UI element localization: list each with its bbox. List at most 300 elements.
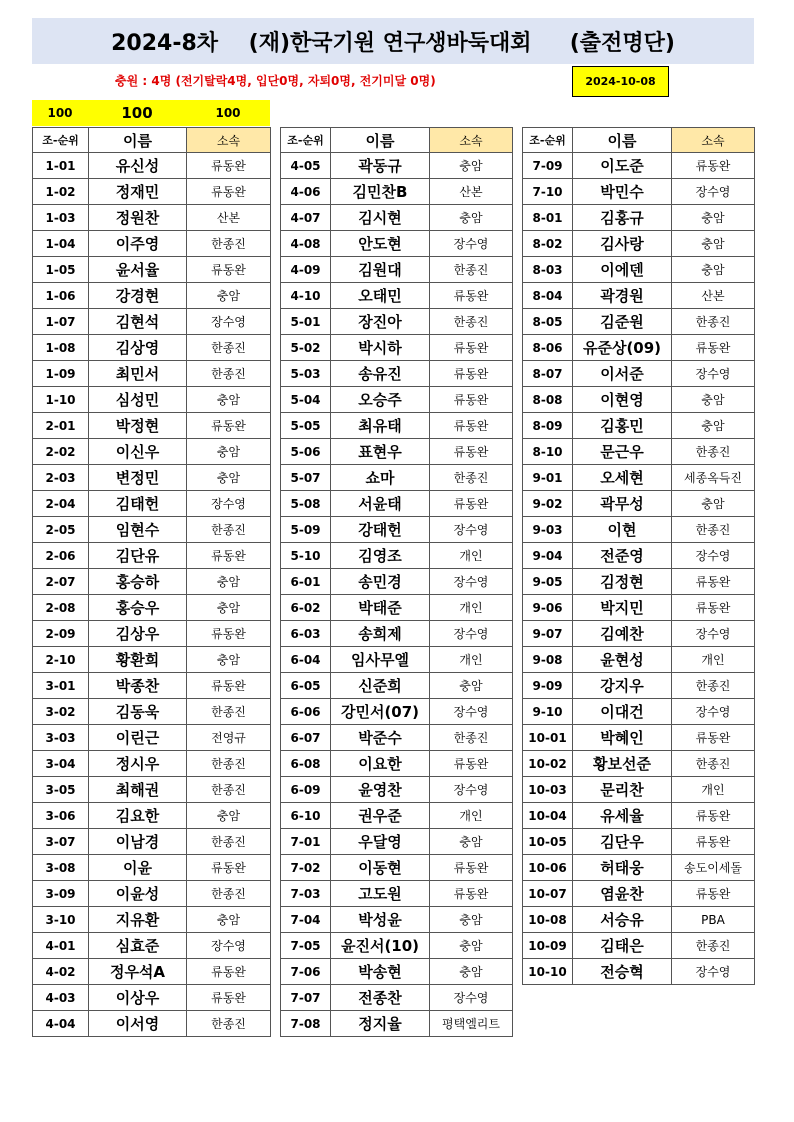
entry-code: 3-03 <box>33 725 89 751</box>
entry-affiliation: 산본 <box>672 283 755 309</box>
entry-name: 정재민 <box>89 179 187 205</box>
entry-name: 이요한 <box>331 751 430 777</box>
entry-name: 이윤성 <box>89 881 187 907</box>
table-row <box>281 231 513 257</box>
entry-affiliation: 류동완 <box>672 595 755 621</box>
entry-affiliation: 장수영 <box>187 309 271 335</box>
entry-name: 문리찬 <box>573 777 672 803</box>
entry-affiliation: 류동완 <box>672 881 755 907</box>
table-row <box>523 881 755 907</box>
header-code: 조-순위 <box>33 128 89 153</box>
entry-name: 김홍민 <box>573 413 672 439</box>
entry-name: 이주영 <box>89 231 187 257</box>
entry-name: 윤서율 <box>89 257 187 283</box>
table-header-row <box>281 128 513 153</box>
entry-name: 이서준 <box>573 361 672 387</box>
entry-affiliation: 류동완 <box>187 179 271 205</box>
table-row <box>33 569 271 595</box>
entry-name: 심성민 <box>89 387 187 413</box>
entry-code: 2-06 <box>33 543 89 569</box>
entry-code: 6-08 <box>281 751 331 777</box>
entry-code: 1-06 <box>33 283 89 309</box>
entry-affiliation: 충암 <box>187 907 271 933</box>
date-badge <box>572 66 669 97</box>
entry-code: 9-02 <box>523 491 573 517</box>
table-row <box>33 699 271 725</box>
entry-name: 박시하 <box>331 335 430 361</box>
entry-name: 김동욱 <box>89 699 187 725</box>
table-row <box>523 803 755 829</box>
entry-affiliation: 한종진 <box>187 1011 271 1037</box>
entry-code: 3-01 <box>33 673 89 699</box>
entry-code: 3-06 <box>33 803 89 829</box>
entry-affiliation: 충암 <box>430 933 513 959</box>
table-header-row <box>523 128 755 153</box>
entry-code: 8-06 <box>523 335 573 361</box>
entry-affiliation: 충암 <box>672 413 755 439</box>
entry-name: 이신우 <box>89 439 187 465</box>
entry-name: 안도현 <box>331 231 430 257</box>
entry-affiliation: 개인 <box>430 803 513 829</box>
entry-code: 10-05 <box>523 829 573 855</box>
entry-name: 김홍규 <box>573 205 672 231</box>
table-row <box>523 595 755 621</box>
entry-affiliation: 류동완 <box>430 361 513 387</box>
table-row <box>281 439 513 465</box>
entry-code: 4-04 <box>33 1011 89 1037</box>
entry-affiliation: 송도이세돌 <box>672 855 755 881</box>
entry-affiliation: 류동완 <box>430 855 513 881</box>
entry-code: 8-09 <box>523 413 573 439</box>
entry-code: 4-07 <box>281 205 331 231</box>
table-row <box>281 751 513 777</box>
entry-name: 염윤찬 <box>573 881 672 907</box>
entry-code: 9-06 <box>523 595 573 621</box>
entry-affiliation: 류동완 <box>430 751 513 777</box>
entry-code: 7-02 <box>281 855 331 881</box>
table-row <box>523 569 755 595</box>
table-row <box>33 491 271 517</box>
entry-name: 신준희 <box>331 673 430 699</box>
entry-affiliation: 류동완 <box>187 153 271 179</box>
entry-name: 강민서(07) <box>331 699 430 725</box>
entry-affiliation: 충암 <box>187 595 271 621</box>
entry-name: 김원대 <box>331 257 430 283</box>
entry-name: 이윤 <box>89 855 187 881</box>
table-row <box>33 283 271 309</box>
entry-code: 2-05 <box>33 517 89 543</box>
entry-affiliation: 한종진 <box>430 725 513 751</box>
table-row <box>33 153 271 179</box>
table-row <box>33 647 271 673</box>
header-affiliation: 소속 <box>187 128 271 153</box>
entry-code: 10-07 <box>523 881 573 907</box>
entry-name: 황환희 <box>89 647 187 673</box>
entry-affiliation: 류동완 <box>672 153 755 179</box>
entry-affiliation: 한종진 <box>430 465 513 491</box>
entry-code: 7-01 <box>281 829 331 855</box>
entry-affiliation: 충암 <box>430 205 513 231</box>
entry-affiliation: 장수영 <box>187 933 271 959</box>
entry-affiliation: 한종진 <box>430 309 513 335</box>
entry-affiliation: 개인 <box>430 543 513 569</box>
table-row <box>523 751 755 777</box>
entry-name: 곽경원 <box>573 283 672 309</box>
table-row <box>523 335 755 361</box>
entry-name: 정원찬 <box>89 205 187 231</box>
table-row <box>281 829 513 855</box>
header-code: 조-순위 <box>281 128 331 153</box>
entry-affiliation: 충암 <box>187 387 271 413</box>
table-row <box>523 283 755 309</box>
table-row <box>523 387 755 413</box>
entry-name: 박지민 <box>573 595 672 621</box>
table-row <box>281 621 513 647</box>
entry-affiliation: 장수영 <box>672 959 755 985</box>
header-name: 이름 <box>89 128 187 153</box>
entry-affiliation: 장수영 <box>672 621 755 647</box>
entry-name: 김단유 <box>89 543 187 569</box>
entry-code: 3-02 <box>33 699 89 725</box>
table-row <box>523 699 755 725</box>
table-row <box>523 777 755 803</box>
entry-affiliation: 충암 <box>187 803 271 829</box>
entry-code: 4-02 <box>33 959 89 985</box>
entry-code: 6-02 <box>281 595 331 621</box>
entry-code: 5-07 <box>281 465 331 491</box>
entry-affiliation: 한종진 <box>187 335 271 361</box>
entry-affiliation: 충암 <box>187 283 271 309</box>
table-header-row <box>33 128 271 153</box>
table-row <box>281 179 513 205</box>
table-row <box>281 309 513 335</box>
entry-code: 8-08 <box>523 387 573 413</box>
entry-name: 지유환 <box>89 907 187 933</box>
entry-affiliation: 전영규 <box>187 725 271 751</box>
entry-affiliation: 충암 <box>187 647 271 673</box>
entry-affiliation: 개인 <box>672 777 755 803</box>
entry-name: 김상우 <box>89 621 187 647</box>
entry-code: 1-01 <box>33 153 89 179</box>
entry-affiliation: 장수영 <box>672 699 755 725</box>
entry-affiliation: 평택엘리트 <box>430 1011 513 1037</box>
entry-code: 2-02 <box>33 439 89 465</box>
entry-code: 5-10 <box>281 543 331 569</box>
entry-code: 7-07 <box>281 985 331 1011</box>
entry-code: 5-03 <box>281 361 331 387</box>
entry-affiliation: 한종진 <box>672 933 755 959</box>
entry-name: 박송현 <box>331 959 430 985</box>
table-row <box>523 647 755 673</box>
entry-affiliation: 한종진 <box>187 777 271 803</box>
table-row <box>281 777 513 803</box>
entry-affiliation: 충암 <box>430 907 513 933</box>
entry-name: 강태헌 <box>331 517 430 543</box>
table-row <box>523 465 755 491</box>
roster-table-3 <box>522 127 755 985</box>
entry-affiliation: 충암 <box>187 439 271 465</box>
table-row <box>281 673 513 699</box>
table-row <box>33 933 271 959</box>
entry-code: 2-09 <box>33 621 89 647</box>
entry-name: 황보선준 <box>573 751 672 777</box>
entry-code: 9-10 <box>523 699 573 725</box>
table-row <box>523 153 755 179</box>
table-row <box>33 1011 271 1037</box>
title-bar <box>32 18 754 64</box>
entry-affiliation: 충암 <box>672 205 755 231</box>
entry-affiliation: 장수영 <box>430 517 513 543</box>
table-row <box>33 673 271 699</box>
entry-name: 유준상(09) <box>573 335 672 361</box>
table-row <box>281 335 513 361</box>
table-row <box>281 361 513 387</box>
table-row <box>281 647 513 673</box>
entry-name: 김단우 <box>573 829 672 855</box>
entry-code: 10-10 <box>523 959 573 985</box>
entry-name: 박정현 <box>89 413 187 439</box>
entry-code: 1-05 <box>33 257 89 283</box>
entry-code: 4-05 <box>281 153 331 179</box>
table-row <box>523 179 755 205</box>
entry-affiliation: 충암 <box>430 959 513 985</box>
entry-code: 6-06 <box>281 699 331 725</box>
entry-name: 이현 <box>573 517 672 543</box>
entry-name: 강경현 <box>89 283 187 309</box>
entry-name: 우달영 <box>331 829 430 855</box>
entry-code: 2-03 <box>33 465 89 491</box>
entry-code: 10-03 <box>523 777 573 803</box>
table-row <box>281 465 513 491</box>
entry-code: 6-10 <box>281 803 331 829</box>
entry-name: 고도원 <box>331 881 430 907</box>
entry-code: 9-03 <box>523 517 573 543</box>
table-row <box>33 257 271 283</box>
entry-affiliation: 장수영 <box>672 179 755 205</box>
table-row <box>281 881 513 907</box>
entry-affiliation: 류동완 <box>187 413 271 439</box>
entry-affiliation: 류동완 <box>187 543 271 569</box>
entry-code: 7-05 <box>281 933 331 959</box>
entry-code: 1-09 <box>33 361 89 387</box>
table-row <box>523 361 755 387</box>
entry-affiliation: 장수영 <box>430 621 513 647</box>
table-row <box>281 205 513 231</box>
entry-affiliation: 개인 <box>430 595 513 621</box>
table-row <box>33 725 271 751</box>
table-row <box>523 855 755 881</box>
header-code: 조-순위 <box>523 128 573 153</box>
entry-affiliation: 류동완 <box>430 283 513 309</box>
entry-name: 이대건 <box>573 699 672 725</box>
date-text: 2024-10-08 <box>585 75 656 88</box>
entry-name: 윤진서(10) <box>331 933 430 959</box>
entry-code: 1-08 <box>33 335 89 361</box>
entry-code: 7-09 <box>523 153 573 179</box>
entry-name: 장진아 <box>331 309 430 335</box>
table-row <box>33 881 271 907</box>
entry-affiliation: 류동완 <box>430 439 513 465</box>
entry-code: 5-08 <box>281 491 331 517</box>
entry-code: 7-10 <box>523 179 573 205</box>
entry-name: 김태은 <box>573 933 672 959</box>
entry-affiliation: 충암 <box>430 153 513 179</box>
entry-name: 허태웅 <box>573 855 672 881</box>
table-row <box>523 439 755 465</box>
entry-affiliation: PBA <box>672 907 755 933</box>
entry-code: 8-04 <box>523 283 573 309</box>
entry-affiliation: 류동완 <box>187 959 271 985</box>
entry-code: 8-10 <box>523 439 573 465</box>
table-row <box>33 231 271 257</box>
table-row <box>33 517 271 543</box>
table-row <box>523 673 755 699</box>
entry-name: 이현영 <box>573 387 672 413</box>
table-row <box>523 933 755 959</box>
entry-code: 5-09 <box>281 517 331 543</box>
entry-name: 김영조 <box>331 543 430 569</box>
entry-affiliation: 장수영 <box>430 569 513 595</box>
entry-name: 이동현 <box>331 855 430 881</box>
table-row <box>281 569 513 595</box>
entry-code: 10-04 <box>523 803 573 829</box>
table-row <box>523 725 755 751</box>
entry-affiliation: 장수영 <box>430 985 513 1011</box>
entry-affiliation: 장수영 <box>430 231 513 257</box>
entry-affiliation: 류동완 <box>430 335 513 361</box>
entry-code: 3-09 <box>33 881 89 907</box>
entry-code: 8-01 <box>523 205 573 231</box>
entry-name: 문근우 <box>573 439 672 465</box>
table-row <box>523 257 755 283</box>
table-row <box>33 855 271 881</box>
entry-affiliation: 류동완 <box>187 673 271 699</box>
entry-name: 전종찬 <box>331 985 430 1011</box>
table-row <box>33 361 271 387</box>
entry-code: 5-05 <box>281 413 331 439</box>
entry-code: 4-06 <box>281 179 331 205</box>
entry-code: 6-07 <box>281 725 331 751</box>
entry-affiliation: 한종진 <box>187 881 271 907</box>
entry-name: 이도준 <box>573 153 672 179</box>
entry-name: 송유진 <box>331 361 430 387</box>
score-row <box>32 100 270 126</box>
entry-affiliation: 한종진 <box>672 673 755 699</box>
entry-affiliation: 류동완 <box>672 829 755 855</box>
entry-affiliation: 류동완 <box>187 621 271 647</box>
table-row <box>281 153 513 179</box>
table-row <box>281 595 513 621</box>
entry-code: 7-06 <box>281 959 331 985</box>
table-row <box>281 855 513 881</box>
entry-name: 강지우 <box>573 673 672 699</box>
table-row <box>523 829 755 855</box>
entry-name: 김사랑 <box>573 231 672 257</box>
entry-code: 7-08 <box>281 1011 331 1037</box>
table-row <box>523 517 755 543</box>
entry-name: 유세율 <box>573 803 672 829</box>
entry-name: 김민찬B <box>331 179 430 205</box>
entry-code: 3-10 <box>33 907 89 933</box>
table-row <box>523 959 755 985</box>
entry-name: 김정현 <box>573 569 672 595</box>
entry-code: 9-07 <box>523 621 573 647</box>
table-row <box>33 205 271 231</box>
table-row <box>281 959 513 985</box>
entry-name: 김요한 <box>89 803 187 829</box>
page-title: 2024-8차 (재)한국기원 연구생바둑대회 (출전명단) <box>111 30 675 56</box>
entry-affiliation: 한종진 <box>672 309 755 335</box>
entry-name: 쇼마 <box>331 465 430 491</box>
entry-affiliation: 류동완 <box>187 855 271 881</box>
entry-code: 2-10 <box>33 647 89 673</box>
entry-affiliation: 류동완 <box>187 985 271 1011</box>
entry-name: 송희제 <box>331 621 430 647</box>
entry-affiliation: 충암 <box>672 231 755 257</box>
header-name: 이름 <box>573 128 672 153</box>
entry-code: 10-08 <box>523 907 573 933</box>
table-row <box>523 309 755 335</box>
table-row <box>281 491 513 517</box>
entry-affiliation: 류동완 <box>672 569 755 595</box>
entry-affiliation: 류동완 <box>672 335 755 361</box>
entry-name: 윤영찬 <box>331 777 430 803</box>
entry-code: 1-10 <box>33 387 89 413</box>
table-row <box>523 543 755 569</box>
entry-affiliation: 한종진 <box>187 361 271 387</box>
entry-affiliation: 류동완 <box>672 803 755 829</box>
entry-name: 박종찬 <box>89 673 187 699</box>
entry-code: 8-03 <box>523 257 573 283</box>
entry-name: 이에덴 <box>573 257 672 283</box>
table-row <box>523 231 755 257</box>
table-row <box>281 387 513 413</box>
table-row <box>523 907 755 933</box>
table-row <box>523 491 755 517</box>
table-row <box>33 387 271 413</box>
entry-affiliation: 장수영 <box>672 543 755 569</box>
entry-code: 10-06 <box>523 855 573 881</box>
entry-affiliation: 류동완 <box>672 725 755 751</box>
entry-code: 6-04 <box>281 647 331 673</box>
entry-name: 변정민 <box>89 465 187 491</box>
entry-name: 김상영 <box>89 335 187 361</box>
entry-code: 1-04 <box>33 231 89 257</box>
table-row <box>281 1011 513 1037</box>
entry-affiliation: 한종진 <box>187 231 271 257</box>
entry-code: 4-08 <box>281 231 331 257</box>
table-row <box>33 309 271 335</box>
entry-code: 7-04 <box>281 907 331 933</box>
table-row <box>33 465 271 491</box>
entry-code: 7-03 <box>281 881 331 907</box>
table-row <box>281 803 513 829</box>
entry-name: 표현우 <box>331 439 430 465</box>
table-row <box>281 413 513 439</box>
entry-name: 임사무엘 <box>331 647 430 673</box>
table-row <box>523 621 755 647</box>
header-affiliation: 소속 <box>430 128 513 153</box>
entry-name: 김준원 <box>573 309 672 335</box>
entry-affiliation: 류동완 <box>187 257 271 283</box>
table-row <box>33 439 271 465</box>
entry-affiliation: 류동완 <box>430 413 513 439</box>
entry-affiliation: 한종진 <box>187 829 271 855</box>
table-row <box>281 517 513 543</box>
table-row <box>33 751 271 777</box>
entry-code: 2-04 <box>33 491 89 517</box>
header-name: 이름 <box>331 128 430 153</box>
